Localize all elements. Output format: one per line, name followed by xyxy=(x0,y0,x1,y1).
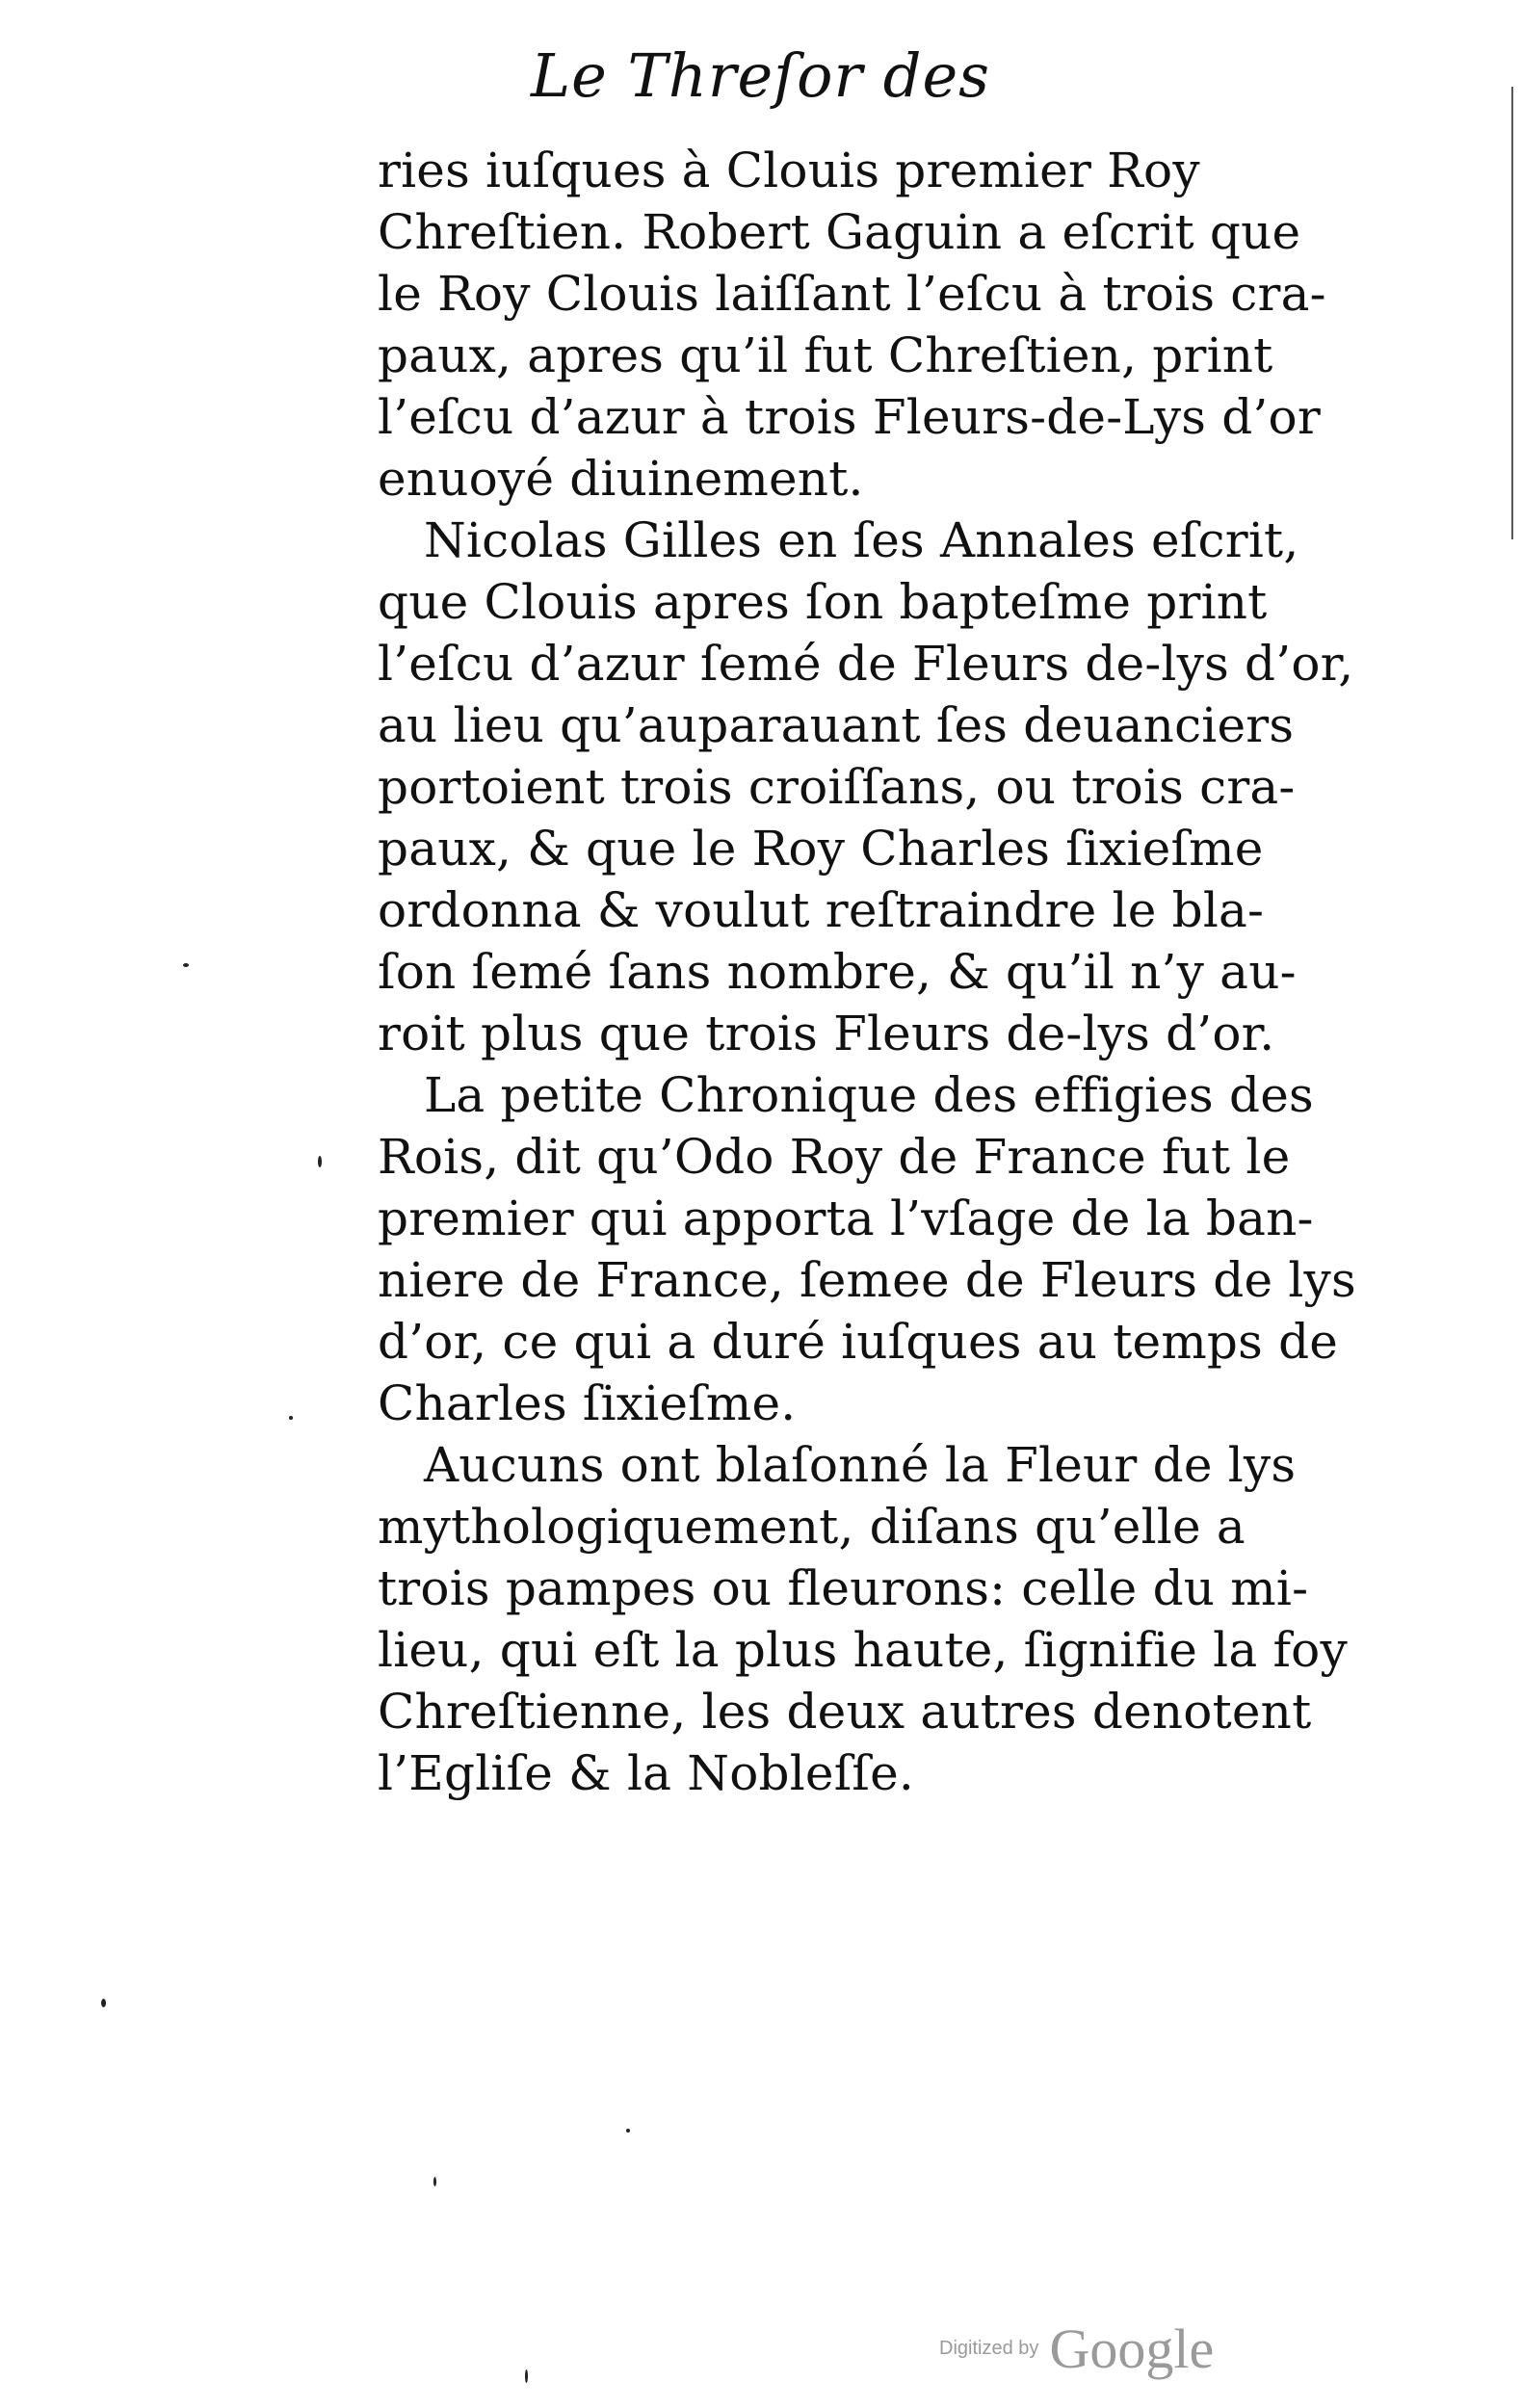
text-line: niere de France, ſemee de Fleurs de lys xyxy=(378,1252,1356,1308)
text-line: l’eſcu d’azur à trois Fleurs-de-Lys d’or xyxy=(378,389,1321,445)
text-line: que Clouis apres ſon bapteſme print xyxy=(378,574,1268,630)
ink-speck xyxy=(525,2369,528,2383)
text-line: Rois, dit qu’Odo Roy de France fut le xyxy=(378,1129,1291,1185)
text-line: au lieu qu’auparauant ſes deuanciers xyxy=(378,697,1295,753)
body-text xyxy=(378,140,1399,1804)
text-line: ordonna & voulut reſtraindre le bla- xyxy=(378,882,1265,938)
ink-speck xyxy=(318,1156,322,1167)
paragraph-start-line: Aucuns ont blaſonné la Fleur de lys xyxy=(424,1437,1297,1493)
page-edge-shadow xyxy=(1511,87,1513,539)
text-line: paux, apres qu’il fut Chreſtien, print xyxy=(378,327,1273,383)
watermark-prefix: Digitized by xyxy=(939,2338,1039,2359)
text-line: Charles ſixieſme. xyxy=(378,1375,797,1431)
ink-speck xyxy=(433,2177,436,2186)
watermark-logo-text: Google xyxy=(1049,2317,1215,2380)
ink-speck xyxy=(289,1416,293,1420)
paragraph-start-line: La petite Chronique des effigies des xyxy=(424,1067,1314,1123)
text-line: roit plus que trois Fleurs de-lys d’or. xyxy=(378,1006,1275,1061)
running-head: Le Threſor des xyxy=(530,40,990,111)
text-line: ries iuſques à Clouis premier Roy xyxy=(378,143,1200,198)
text-line: premier qui apporta l’vſage de la ban- xyxy=(378,1191,1314,1246)
ink-speck xyxy=(183,963,189,967)
text-line: Chreſtienne, les deux autres denotent xyxy=(378,1684,1312,1740)
text-line: ſon ſemé ſans nombre, & qu’il n’y au- xyxy=(378,944,1297,1000)
text-line: l’Egliſe & la Nobleſſe. xyxy=(378,1745,914,1801)
ink-speck xyxy=(626,2129,630,2133)
text-line: trois pampes ou fleurons: celle du mi- xyxy=(378,1560,1309,1616)
text-line: Chreſtien. Robert Gaguin a eſcrit que xyxy=(378,204,1301,260)
text-line: lieu, qui eſt la plus haute, ſignifie la foy xyxy=(378,1622,1348,1678)
ink-speck xyxy=(101,1999,106,2007)
paragraph-start-line: Nicolas Gilles en ſes Annales eſcrit, xyxy=(424,512,1299,568)
text-line: l’eſcu d’azur ſemé de Fleurs de-lys d’or, xyxy=(378,636,1354,692)
text-line: d’or, ce qui a duré iuſques au temps de xyxy=(378,1314,1339,1370)
text-line: enuoyé diuinement. xyxy=(378,451,864,507)
text-line: le Roy Clouis laiſſant l’eſcu à trois cra- xyxy=(378,266,1326,322)
text-line: portoient trois croiſſans, ou trois cra- xyxy=(378,759,1296,815)
text-line: mythologiquement, diſans qu’elle a xyxy=(378,1499,1246,1555)
text-line: paux, & que le Roy Charles ſixieſme xyxy=(378,821,1264,877)
digitized-watermark xyxy=(939,2316,1214,2381)
